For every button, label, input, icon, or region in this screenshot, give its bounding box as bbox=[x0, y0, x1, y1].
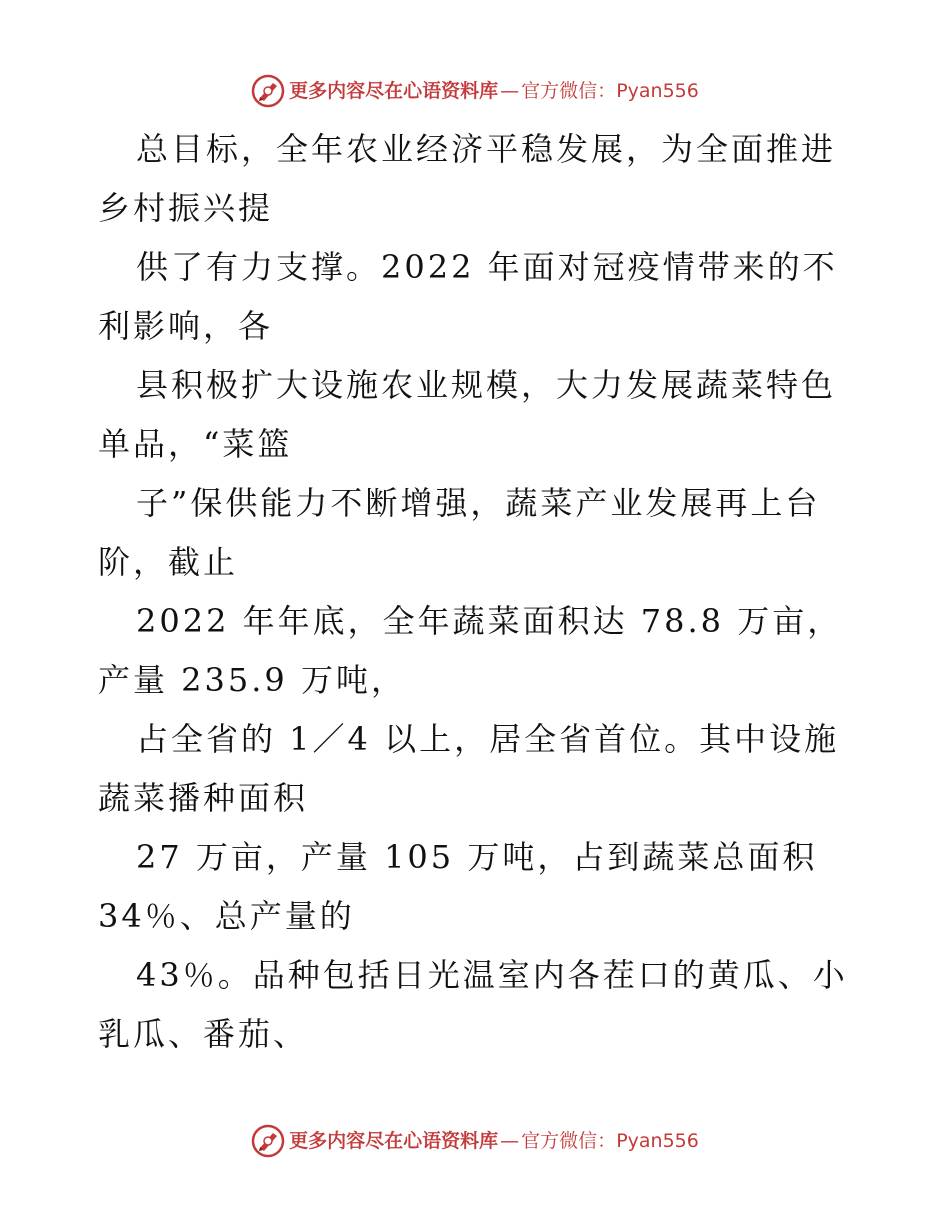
paragraph: 43％。品种包括日光温室内各茬口的黄瓜、小乳瓜、番茄、 bbox=[98, 956, 848, 1053]
paragraph: 总目标，全年农业经济平稳发展，为全面推进乡村振兴提 bbox=[98, 130, 837, 227]
body-text bbox=[98, 120, 868, 1064]
banner-dash: — bbox=[500, 80, 520, 102]
paragraph: 子”保供能力不断增强，蔬菜产业发展再上台阶，截止 bbox=[98, 484, 821, 581]
paragraph: 占全省的 1／4 以上，居全省首位。其中设施蔬菜播种面积 bbox=[98, 720, 840, 817]
banner-wechat-label: 官方微信： bbox=[521, 80, 617, 102]
banner-wechat-id: Pyan556 bbox=[616, 80, 699, 102]
banner-wechat-label: 官方微信： bbox=[521, 1130, 617, 1152]
paragraph: 县积极扩大设施农业规模，大力发展蔬菜特色单品，“菜篮 bbox=[98, 366, 837, 463]
banner-main-text: 更多内容尽在心语资料库 bbox=[289, 1130, 499, 1152]
paragraph: 供了有力支撑。2022 年面对冠疫情带来的不利影响，各 bbox=[98, 248, 838, 345]
footer-banner bbox=[0, 1124, 950, 1158]
banner-main-text: 更多内容尽在心语资料库 bbox=[289, 80, 499, 102]
logo-icon bbox=[251, 1124, 285, 1158]
paragraph: 2022 年年底，全年蔬菜面积达 78.8 万亩，产量 235.9 万吨， bbox=[98, 602, 843, 699]
logo-icon bbox=[251, 74, 285, 108]
banner-dash: — bbox=[500, 1130, 520, 1152]
paragraph: 27 万亩，产量 105 万吨，占到蔬菜总面积 34％、总产量的 bbox=[98, 838, 818, 935]
header-banner bbox=[0, 74, 950, 108]
banner-wechat-id: Pyan556 bbox=[616, 1130, 699, 1152]
